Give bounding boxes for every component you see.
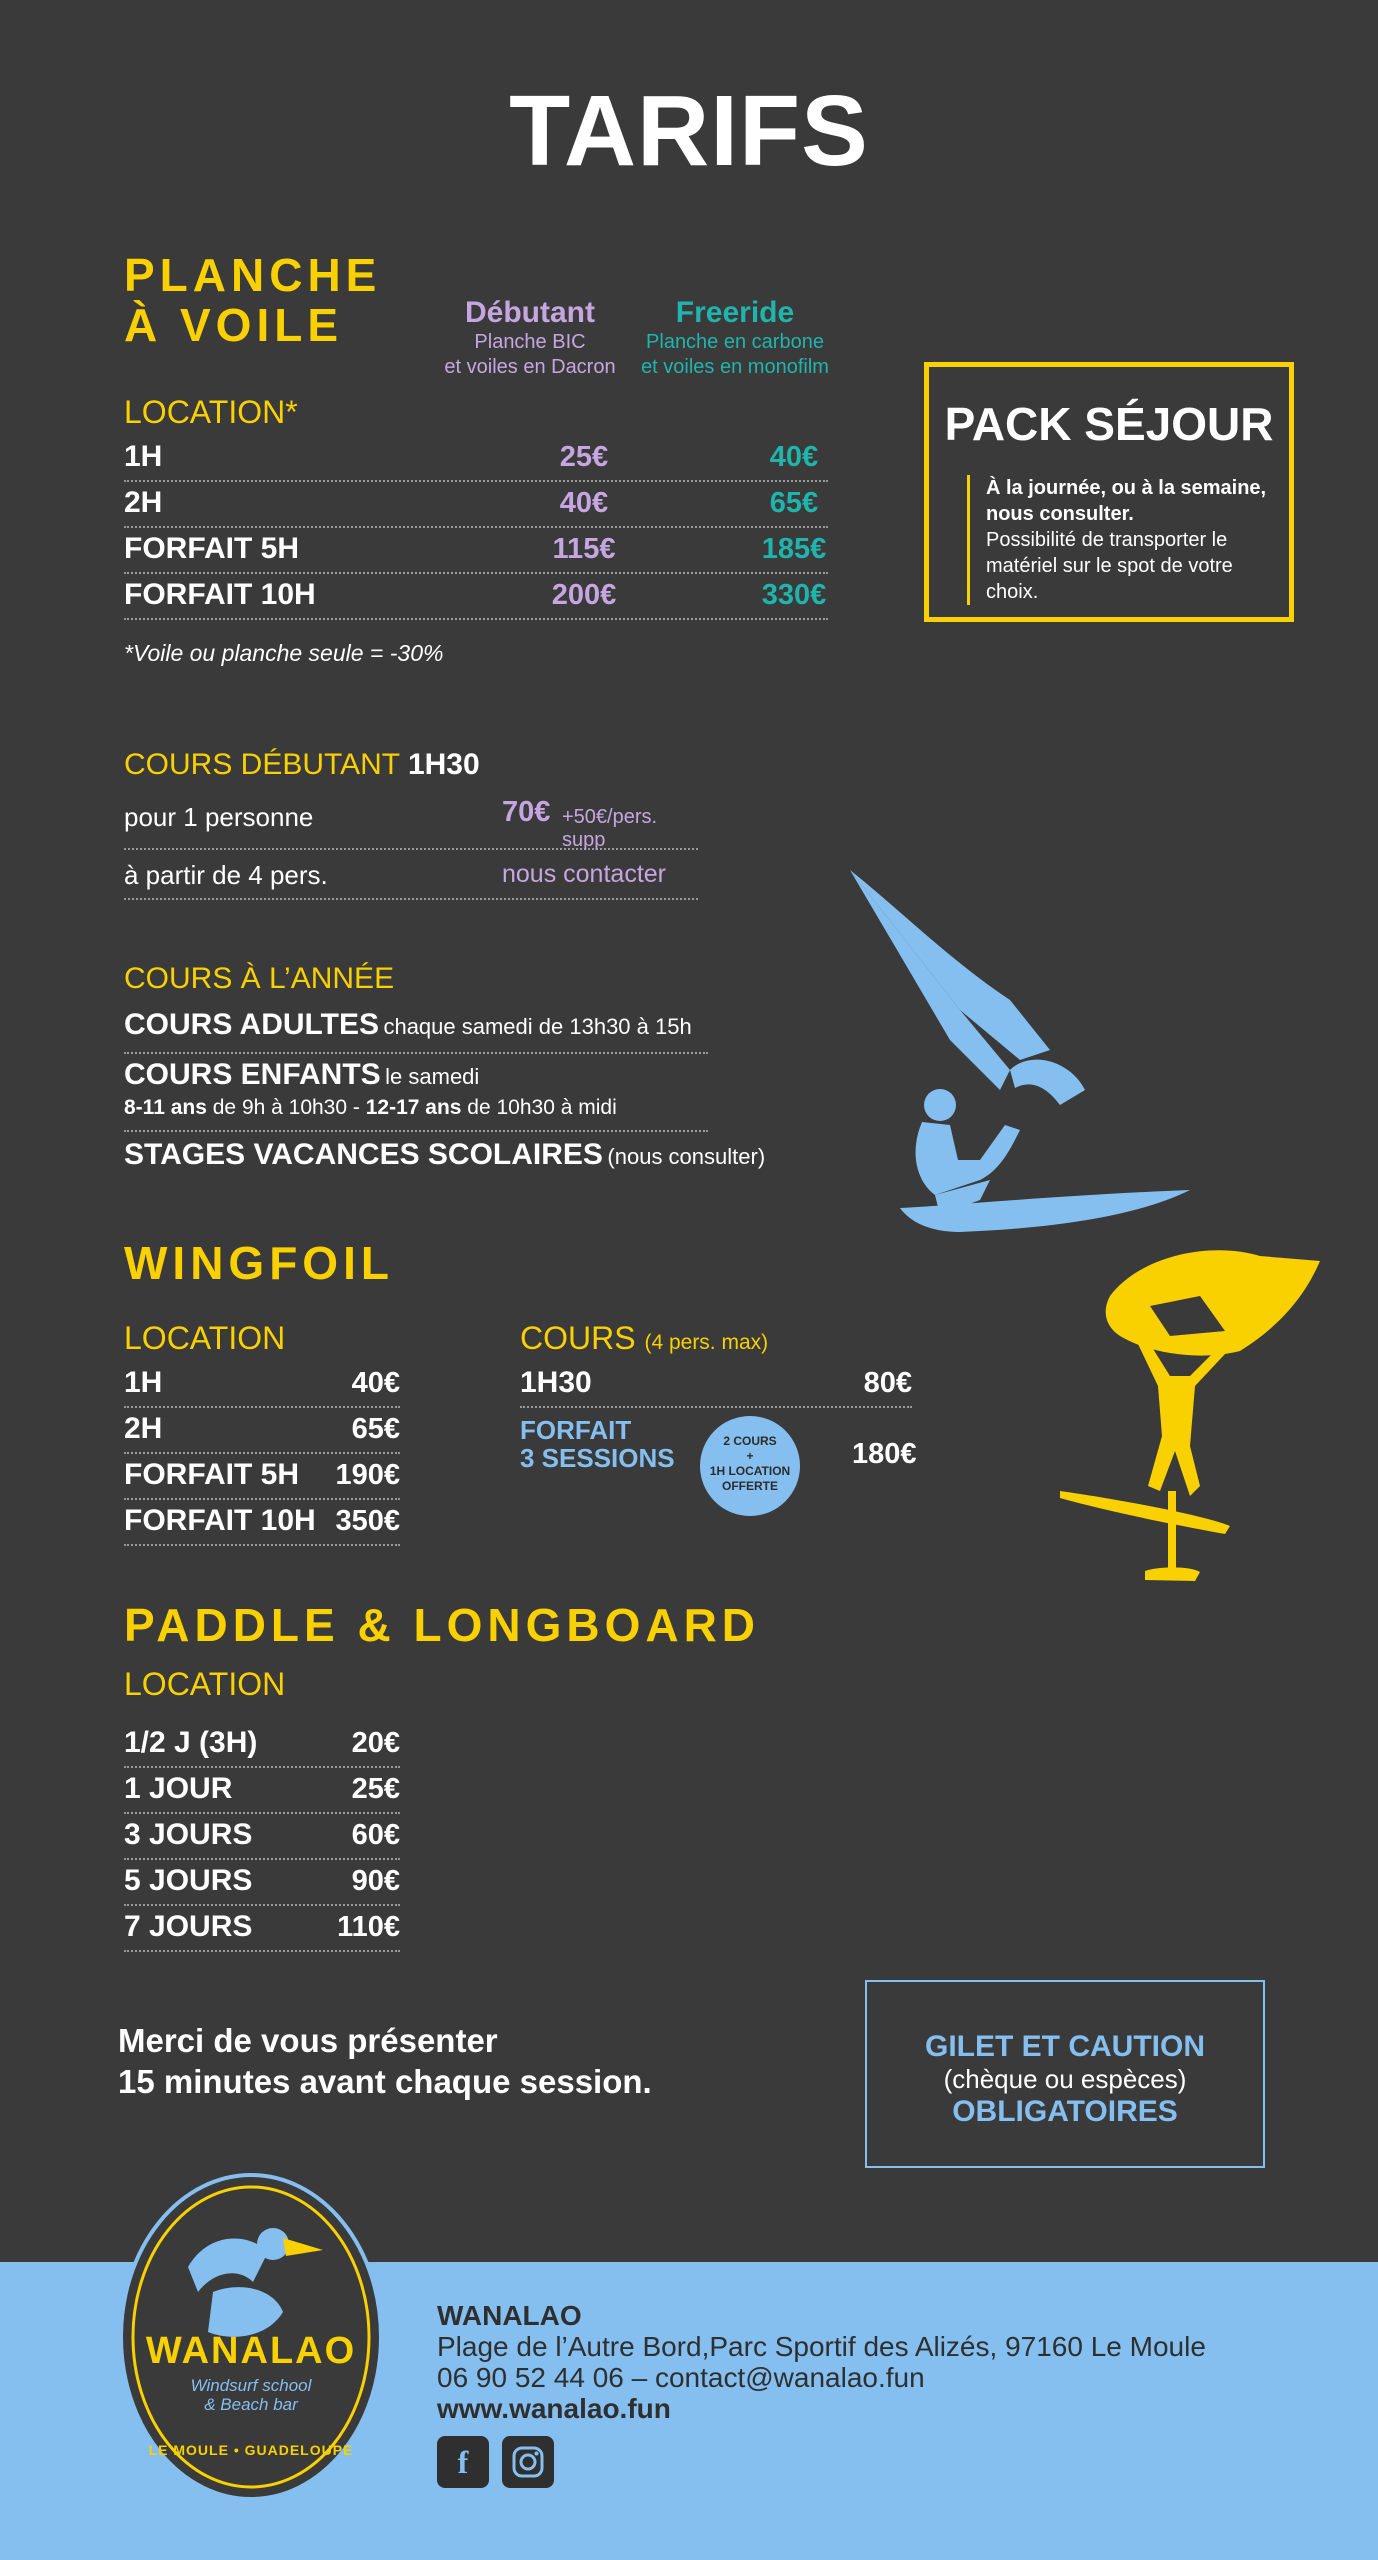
age-time-1: de 9h à 10h30 -	[212, 1096, 360, 1119]
debutant-column-header	[420, 296, 640, 380]
cours-debutant-row	[124, 852, 698, 900]
pack-title: PACK SÉJOUR	[944, 398, 1274, 450]
logo-tagline	[118, 2376, 384, 2414]
arrival-notice	[118, 2020, 652, 2102]
stages-text: (nous consulter)	[607, 1144, 766, 1169]
wingfoil-illustration	[1050, 1236, 1330, 1596]
row-price: 80€	[863, 1367, 912, 1399]
forfait-line2: 3 SESSIONS	[520, 1443, 675, 1473]
debutant-sub2: et voiles en Dacron	[444, 356, 616, 378]
footer-contact-line[interactable]: 06 90 52 44 06 – contact@wanalao.fun	[437, 2362, 925, 2393]
pack-sejour-box	[924, 362, 1294, 622]
row-label: 1H30	[520, 1366, 592, 1399]
footer-name: WANALAO	[437, 2300, 582, 2331]
windsurf-title-line1: PLANCHE	[124, 249, 382, 301]
badge-line4: OFFERTE	[722, 1479, 778, 1493]
row-label: 1H	[124, 440, 163, 473]
age-time-2: de 10h30 à midi	[467, 1096, 617, 1119]
paddle-row	[124, 1814, 400, 1860]
cours-debutant-duration: 1H30	[407, 748, 480, 781]
forfait-price: 180€	[852, 1438, 917, 1470]
row-label: FORFAIT 10H	[124, 578, 316, 611]
cours-debutant-label: COURS DÉBUTANT	[124, 748, 400, 781]
row-label: 1 JOUR	[124, 1772, 233, 1805]
instagram-glyph	[502, 2436, 554, 2488]
wingfoil-section-title: WINGFOIL	[124, 1237, 394, 1289]
row-label: 5 JOURS	[124, 1864, 253, 1897]
row-price: 20€	[351, 1727, 400, 1759]
badge-line2: +	[746, 1449, 754, 1463]
instagram-icon[interactable]	[502, 2436, 554, 2488]
cours-row-label: pour 1 personne	[124, 802, 314, 832]
footer-contact	[437, 2300, 1206, 2424]
paddle-location-label: LOCATION	[124, 1666, 286, 1702]
wingfoil-location-label: LOCATION	[124, 1320, 286, 1356]
cours-enfants-text: le samedi	[385, 1064, 480, 1089]
debutant-price: 40€	[559, 487, 609, 519]
row-price: 190€	[335, 1459, 400, 1491]
freeride-title: Freeride	[675, 296, 795, 329]
paddle-row	[124, 1906, 400, 1952]
cours-enfants-ages	[124, 1096, 708, 1132]
facebook-icon[interactable]: f	[437, 2436, 489, 2488]
cours-row-price: 70€	[502, 796, 551, 828]
page-title: TARIFS	[509, 75, 869, 187]
windsurf-footnote: *Voile ou planche seule = -30%	[124, 640, 444, 666]
row-label: 3 JOURS	[124, 1818, 253, 1851]
row-label: FORFAIT 10H	[124, 1504, 316, 1537]
wingfoil-cours-note: (4 pers. max)	[644, 1331, 769, 1354]
row-price: 65€	[351, 1413, 400, 1445]
row-label: 2H	[124, 486, 163, 519]
row-price: 350€	[335, 1505, 400, 1537]
gilet-caution-box	[865, 1980, 1265, 2168]
gilet-line2: (chèque ou espèces)	[943, 2064, 1187, 2094]
row-price: 40€	[351, 1367, 400, 1399]
windsurf-title-line2: À VOILE	[124, 299, 344, 351]
age-group-2: 12-17 ans	[365, 1096, 462, 1119]
forfait-line1: FORFAIT	[520, 1415, 632, 1445]
windsurfer-illustration	[840, 860, 1200, 1240]
freeride-sub2: et voiles en monofilm	[641, 356, 829, 378]
cours-debutant-row	[124, 792, 698, 850]
freeride-column-header	[625, 296, 845, 380]
row-label: FORFAIT 5H	[124, 1458, 300, 1491]
row-price: 60€	[351, 1819, 400, 1851]
stages-label: STAGES VACANCES SCOLAIRES	[124, 1138, 603, 1171]
debutant-price: 200€	[551, 579, 617, 611]
row-price: 90€	[351, 1865, 400, 1897]
wanalao-logo	[118, 2172, 384, 2502]
freeride-price: 330€	[761, 579, 827, 611]
wingfoil-row	[124, 1362, 400, 1408]
footer-website[interactable]: www.wanalao.fun	[437, 2393, 671, 2424]
row-label: 1/2 J (3H)	[124, 1726, 258, 1759]
windsurf-section-title	[124, 250, 381, 350]
paddle-row	[124, 1768, 400, 1814]
windsurf-row	[124, 482, 828, 528]
pack-text-bold: À la journée, ou à la semaine, nous consulter.	[986, 477, 1267, 525]
gilet-line1: GILET ET CAUTION	[925, 2030, 1205, 2063]
freeride-sub1: Planche en carbone	[646, 331, 824, 353]
cours-debutant-title	[124, 748, 480, 782]
windsurf-row	[124, 574, 828, 620]
arrival-notice-line1: Merci de vous présenter	[118, 2022, 498, 2059]
pack-text-body: Possibilité de transporter le matériel sur le spot de votre choix.	[986, 529, 1233, 603]
debutant-sub1: Planche BIC	[474, 331, 586, 353]
paddle-row	[124, 1722, 400, 1768]
cours-adultes-label: COURS ADULTES	[124, 1008, 379, 1041]
windsurf-location-label: LOCATION*	[124, 394, 298, 430]
logo-place: LE MOULE • GUADELOUPE	[148, 2442, 354, 2458]
freeride-price: 185€	[761, 533, 827, 565]
cours-row-extra: +50€/pers. supp	[562, 806, 658, 851]
wingfoil-row	[124, 1454, 400, 1500]
debutant-title: Débutant	[465, 296, 595, 329]
paddle-section-title: PADDLE & LONGBOARD	[124, 1599, 761, 1651]
row-price: 25€	[351, 1773, 400, 1805]
offer-badge	[700, 1416, 800, 1516]
windsurf-row	[124, 436, 828, 482]
wingfoil-row	[124, 1408, 400, 1454]
logo-tagline1: Windsurf school	[190, 2376, 312, 2395]
cours-row-value: nous contacter	[502, 860, 666, 888]
wingfoil-forfait-label	[520, 1416, 675, 1472]
wingfoil-cours-title	[520, 1320, 768, 1357]
wingfoil-cours-row	[520, 1362, 912, 1408]
row-price: 110€	[337, 1911, 400, 1943]
row-label: 2H	[124, 1412, 163, 1445]
cours-annee-title: COURS À L’ANNÉE	[124, 962, 395, 995]
row-label: 7 JOURS	[124, 1910, 253, 1943]
cours-enfants-row	[124, 1058, 479, 1092]
logo-tagline2: & Beach bar	[204, 2395, 298, 2414]
freeride-price: 40€	[769, 441, 819, 473]
cours-row-label: à partir de 4 pers.	[124, 860, 328, 890]
debutant-price: 25€	[559, 441, 609, 473]
stages-row	[124, 1138, 765, 1172]
badge-line3: 1H LOCATION	[709, 1464, 791, 1478]
row-label: FORFAIT 5H	[124, 532, 300, 565]
freeride-price: 65€	[769, 487, 819, 519]
wingfoil-cours-label: COURS	[520, 1320, 636, 1356]
badge-line1: 2 COURS	[723, 1434, 777, 1448]
debutant-price: 115€	[552, 533, 616, 565]
arrival-notice-line2: 15 minutes avant chaque session.	[118, 2063, 652, 2100]
gilet-line3: OBLIGATOIRES	[952, 2095, 1178, 2128]
pack-text	[967, 475, 1267, 605]
footer-address: Plage de l’Autre Bord,Parc Sportif des Alizés, 97160 Le Moule	[437, 2331, 1206, 2362]
cours-adultes-row	[124, 1008, 708, 1054]
windsurf-row	[124, 528, 828, 574]
age-group-1: 8-11 ans	[124, 1096, 207, 1119]
cours-enfants-label: COURS ENFANTS	[124, 1058, 381, 1091]
row-label: 1H	[124, 1366, 163, 1399]
wingfoil-row	[124, 1500, 400, 1546]
logo-name: WANALAO	[145, 2330, 357, 2372]
cours-adultes-text: chaque samedi de 13h30 à 15h	[383, 1014, 692, 1039]
paddle-row	[124, 1860, 400, 1906]
